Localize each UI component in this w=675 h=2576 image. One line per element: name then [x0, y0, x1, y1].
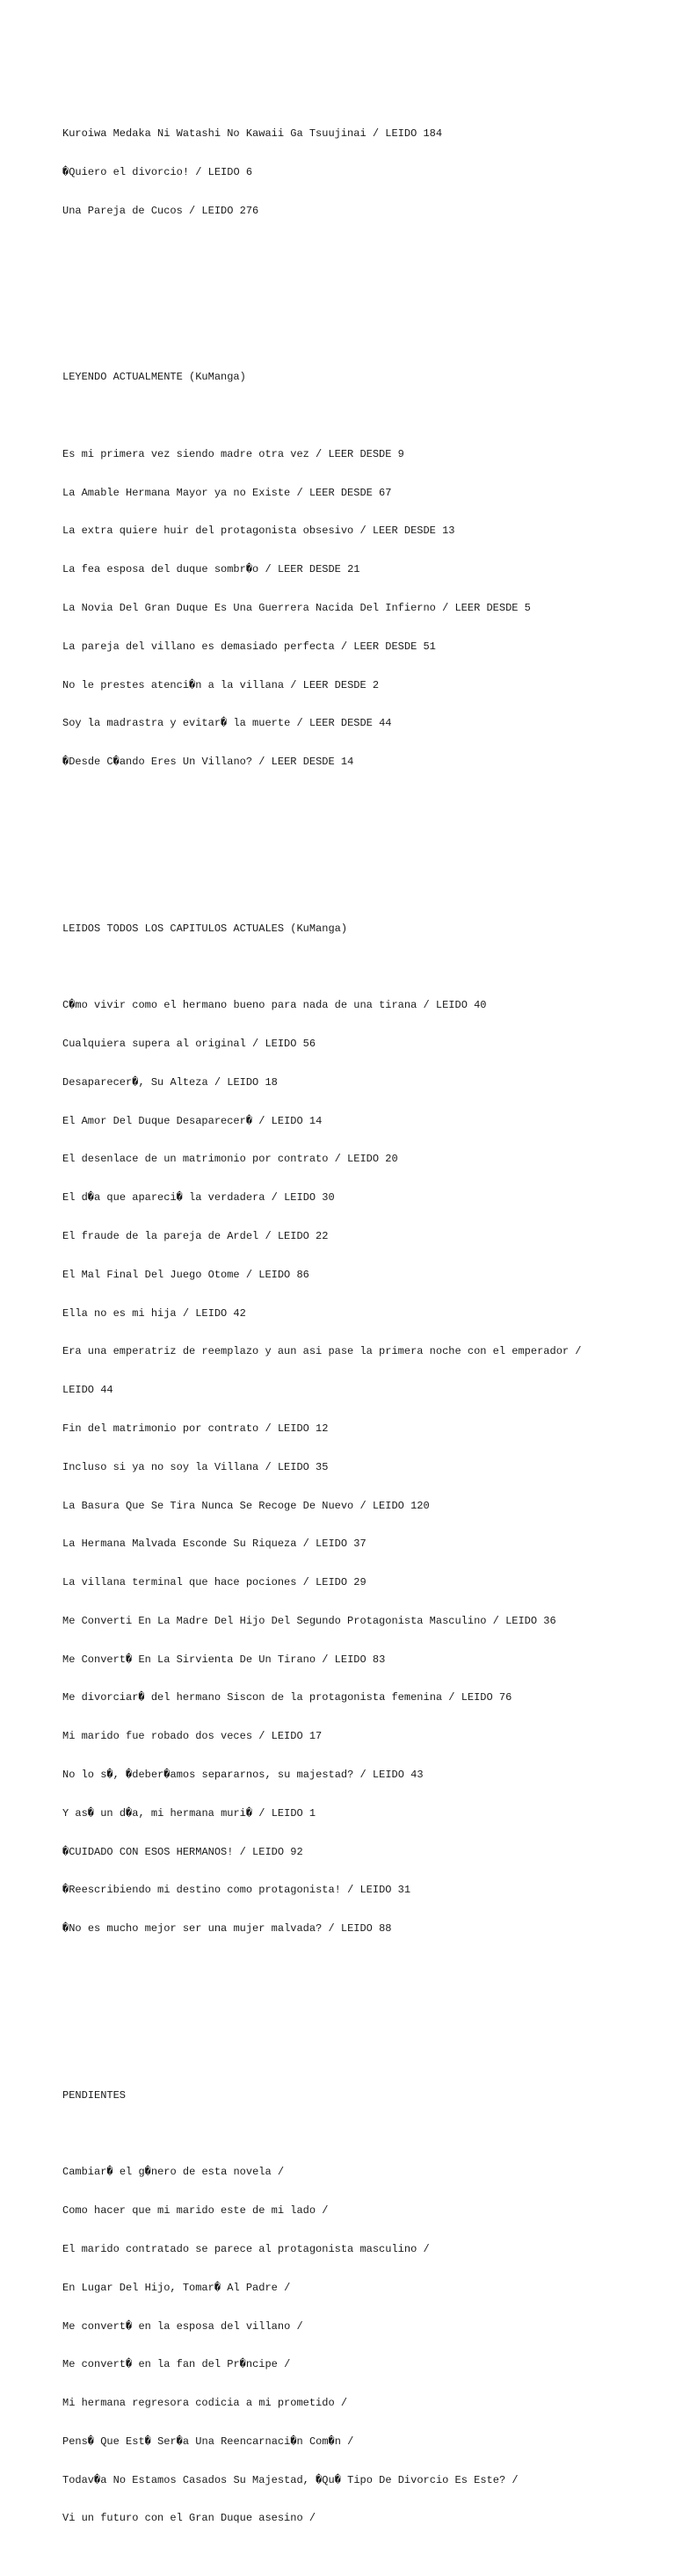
list-item: Mi hermana regresora codicia a mi prometido /	[62, 2397, 348, 2410]
list-item: Kuroiwa Medaka Ni Watashi No Kawaii Ga Tsuujinai / LEIDO 184	[62, 127, 443, 140]
list-item: La Hermana Malvada Esconde Su Riqueza / LEIDO 37	[62, 1538, 367, 1551]
list-item: Era una emperatriz de reemplazo y aun asi pase la primera noche con el emperador /	[62, 1345, 582, 1358]
document-page	[62, 63, 660, 2576]
list-item: �Quiero el divorcio! / LEIDO 6	[62, 165, 253, 178]
list-item: Mi marido fue robado dos veces / LEIDO 17	[62, 1730, 323, 1743]
list-item: El desenlace de un matrimonio por contrato / LEIDO 20	[62, 1153, 398, 1166]
section-header-reading: LEYENDO ACTUALMENTE (KuManga)	[62, 371, 246, 384]
list-item: La villana terminal que hace pociones / LEIDO 29	[62, 1576, 367, 1589]
list-item: �CUIDADO CON ESOS HERMANOS! / LEIDO 92	[62, 1845, 303, 1858]
reading-section	[62, 345, 660, 794]
list-item: Ella no es mi hija / LEIDO 42	[62, 1306, 246, 1320]
list-item: Fin del matrimonio por contrato / LEIDO 12	[62, 1422, 329, 1435]
list-item: Pens� Que Est� Ser�a Una Reencarnaci�n Com�n /	[62, 2435, 354, 2448]
list-item: C�mo vivir como el hermano bueno para nada de una tirana / LEIDO 40	[62, 999, 487, 1012]
list-item: La pareja del villano es demasiado perfecta / LEER DESDE 51	[62, 640, 436, 653]
list-item: Me convert� en la fan del Pr�ncipe /	[62, 2358, 291, 2371]
list-item: El Mal Final Del Juego Otome / LEIDO 86	[62, 1268, 309, 1281]
list-item: Todav�a No Estamos Casados Su Majestad, �Qu� Tipo De Divorcio Es Este? /	[62, 2473, 519, 2486]
list-item: No lo s�, �deber�amos separarnos, su majestad? / LEIDO 43	[62, 1768, 424, 1781]
list-item: �Desde C�ando Eres Un Villano? / LEER DESDE 14	[62, 756, 354, 769]
list-item: La Amable Hermana Mayor ya no Existe / LEER DESDE 67	[62, 486, 392, 499]
list-item: La Basura Que Se Tira Nunca Se Recoge De Nuevo / LEIDO 120	[62, 1499, 430, 1512]
list-item: Me convert� en la esposa del villano /	[62, 2319, 303, 2333]
list-item: La Novia Del Gran Duque Es Una Guerrera Nacida Del Infierno / LEER DESDE 5	[62, 601, 531, 614]
list-item: �Reescribiendo mi destino como protagonista! / LEIDO 31	[62, 1884, 411, 1897]
list-item: Desaparecer�, Su Alteza / LEIDO 18	[62, 1075, 278, 1089]
list-item: �No es mucho mejor ser una mujer malvada? / LEIDO 88	[62, 1922, 392, 1936]
list-item: El Amor Del Duque Desaparecer� / LEIDO 14	[62, 1114, 323, 1127]
section-header-pending: PENDIENTES	[62, 2088, 127, 2102]
list-item: La extra quiere huir del protagonista obsesivo / LEER DESDE 13	[62, 525, 455, 538]
list-item: Cualquiera supera al original / LEIDO 56	[62, 1038, 316, 1051]
list-item: LEIDO 44	[62, 1384, 113, 1397]
top-list-section	[62, 102, 660, 243]
list-item: Me Convert� En La Sirvienta De Un Tirano / LEIDO 83	[62, 1653, 386, 1666]
list-item: Una Pareja de Cucos / LEIDO 276	[62, 204, 259, 217]
list-item: Es mi primera vez siendo madre otra vez / LEER DESDE 9	[62, 447, 404, 460]
list-item: Vi un futuro con el Gran Duque asesino /	[62, 2512, 316, 2525]
list-item: El fraude de la pareja de Ardel / LEIDO 22	[62, 1230, 329, 1243]
list-item: Como hacer que mi marido este de mi lado /	[62, 2204, 329, 2218]
list-item: La fea esposa del duque sombr�o / LEER DESDE 21	[62, 563, 360, 576]
list-item: En Lugar Del Hijo, Tomar� Al Padre /	[62, 2281, 291, 2294]
list-item: El d�a que apareci� la verdadera / LEIDO 30	[62, 1191, 335, 1205]
section-header-completed: LEIDOS TODOS LOS CAPITULOS ACTUALES (KuManga)	[62, 922, 348, 935]
list-item: Y as� un d�a, mi hermana muri� / LEIDO 1	[62, 1806, 316, 1820]
completed-section	[62, 897, 660, 1961]
list-item: Cambiar� el g�nero de esta novela /	[62, 2166, 285, 2179]
list-item: El marido contratado se parece al protagonista masculino /	[62, 2242, 430, 2255]
list-item: Me divorciar� del hermano Siscon de la protagonista femenina / LEIDO 76	[62, 1691, 512, 1704]
list-item: No le prestes atenci�n a la villana / LEER DESDE 2	[62, 678, 380, 691]
pending-section	[62, 2064, 660, 2551]
list-item: Me Converti En La Madre Del Hijo Del Segundo Protagonista Masculino / LEIDO 36	[62, 1614, 556, 1627]
list-item: Soy la madrastra y evitar� la muerte / LEER DESDE 44	[62, 717, 392, 730]
list-item: Incluso si ya no soy la Villana / LEIDO 35	[62, 1460, 329, 1473]
